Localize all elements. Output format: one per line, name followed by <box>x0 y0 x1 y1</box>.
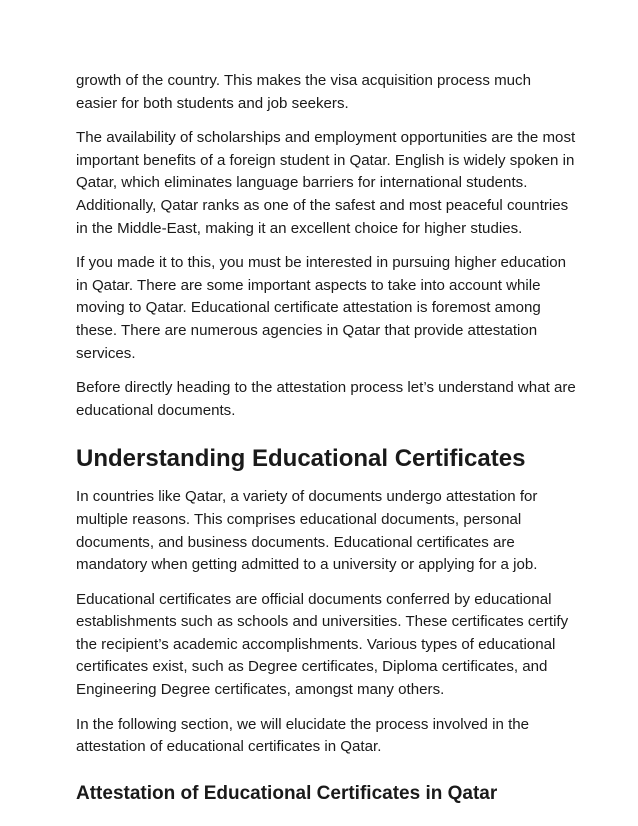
paragraph-following-section: In the following section, we will elucidate the process involved in the attestation of educational certificates in Qatar. <box>76 715 530 756</box>
paragraph-certificate-definition: Educational certificates are official documents conferred by educational establishments such as schools and universities. These certificates certify the recipient’s academic accomplishments. Various types of educational certificates exist, such as Degree certificates, Diploma certificates, and Engineering Degree certificates, amongst many others. <box>76 590 569 699</box>
paragraph-before-attestation: Before directly heading to the attestation process let’s understand what are educational documents. <box>76 379 576 419</box>
paragraph-document-types: In countries like Qatar, a variety of documents undergo attestation for multiple reasons. This comprises educational documents, personal documents, and business documents. Educational certificates are mandatory when getting admitted to a university or applying for a job. <box>76 488 538 574</box>
paragraph-visa-growth: growth of the country. This makes the visa acquisition process much easier for both students and job seekers. <box>76 72 531 112</box>
heading-attestation-qatar: Attestation of Educational Certificates in Qatar <box>76 782 498 804</box>
paragraph-higher-education: If you made it to this, you must be interested in pursuing higher education in Qatar. There are some important aspects to take into account while moving to Qatar. Educational certificate attestation is foremost among these. There are numerous agencies in Qatar that provide attestation services. <box>76 254 566 362</box>
heading-understanding-certificates: Understanding Educational Certificates <box>76 445 526 473</box>
paragraph-scholarships: The availability of scholarships and employment opportunities are the most important benefits of a foreign student in Qatar. English is widely spoken in Qatar, which eliminates language barriers for international students. Additionally, Qatar ranks as one of the safest and most peaceful countries in the Middle-East, making it an excellent choice for higher studies. <box>76 129 576 237</box>
document-page <box>76 70 576 807</box>
